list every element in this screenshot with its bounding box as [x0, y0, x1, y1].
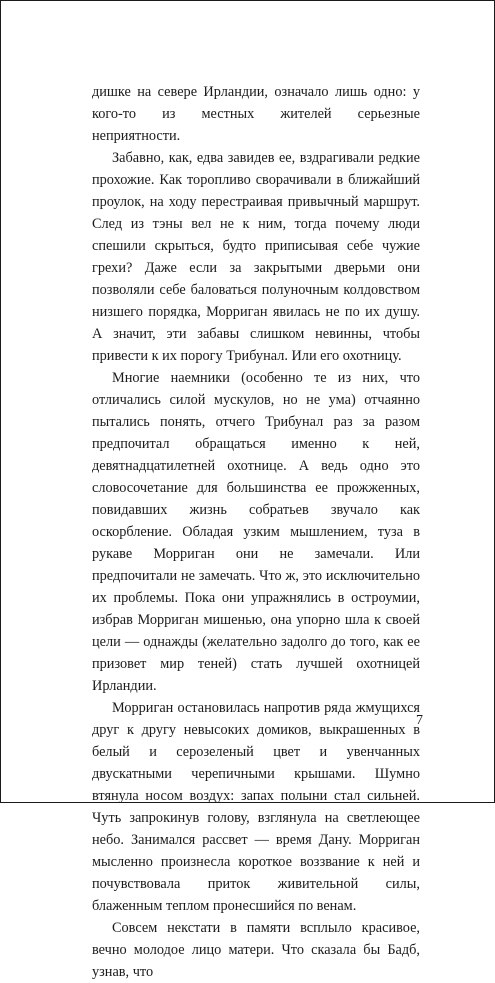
page-number: 7 — [416, 713, 423, 728]
paragraph: Морриган остановилась напротив ряда жмущихся друг к другу невысоких домиков, выкрашенных в белый и серозеленый цвет и увенчанных двускатными черепичными крышами. Шумно втянула носом воздух: запах полыни стал сильней. Чуть запрокинув голову, взглянула на светлеющее небо. Занимался рассвет — время Дану. Морриган мысленно произнесла короткое воззвание к ней и почувствовала приток живительной силы, блаженным теплом пронесшийся по венам. — [92, 700, 420, 914]
paragraph: Забавно, как, едва завидев ее, вздрагивали редкие прохожие. Как торопливо сворачивали в ближайший проулок, на ходу перестраивая привычный маршрут. След из тэны вел не к ним, тогда почему люди спешили скрыться, будто приписывая себе чужие грехи? Даже если за закрытыми дверьми они позволяли себе баловаться полуночным колдовством низшего порядка, Морриган явилась не по их душу. А значит, эти забавы слишком невинны, чтобы привести к их порогу Трибунал. Или его охотницу. — [92, 150, 420, 364]
page-text-body — [92, 81, 420, 983]
paragraph-continuation: дишке на севере Ирландии, означало лишь одно: у кого-то из местных жителей серьезные неприятности. — [92, 84, 420, 144]
paragraph: Многие наемники (особенно те из них, что отличались силой мускулов, но не ума) отчаянно пытались понять, отчего Трибунал раз за разом предпочитал обращаться именно к ней, девятнадцатилетней охотнице. А ведь одно это словосочетание для большинства ее прожженных, повидавших жизнь собратьев звучало как оскорбление. Обладая узким мышлением, туза в рукаве Морриган они не замечали. Или предпочитали не замечать. Что ж, это исключительно их проблемы. Пока они упражнялись в остроумии, избрав Морриган мишенью, она упорно шла к своей цели — однажды (желательно задолго до того, как ее призовет мир теней) стать лучшей охотницей Ирландии. — [92, 370, 420, 694]
paragraph: Совсем некстати в памяти всплыло красивое, вечно молодое лицо матери. Что сказала бы Бадб, узнав, что — [92, 920, 420, 980]
